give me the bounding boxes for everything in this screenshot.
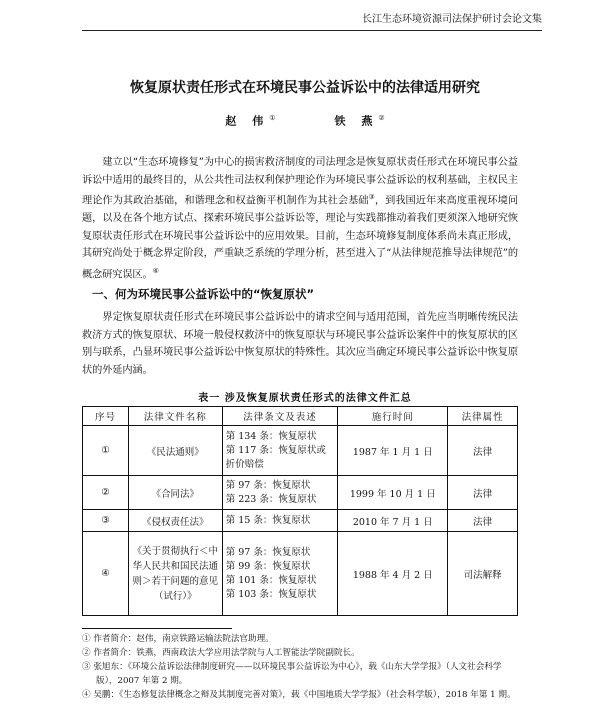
row-document-name: 《民法通则》 bbox=[128, 426, 222, 476]
row-no: ④ bbox=[83, 532, 129, 616]
article-line: 第 103 条：恢复原状 bbox=[225, 588, 317, 600]
article-line: 第 223 条：恢复原状 bbox=[225, 493, 317, 505]
table-row bbox=[83, 510, 518, 532]
row-articles bbox=[222, 476, 338, 510]
footnote-3: ③ 张旭东：《环境公益诉讼法律制度研究——以环境民事公益诉讼为中心》，载《山东大学学报》（人文社会科学版），2007 年第 2 期。 bbox=[82, 662, 502, 686]
row-no: ① bbox=[83, 426, 129, 476]
header-document-name: 法律文件名称 bbox=[128, 407, 222, 426]
footnote-ref-3[interactable]: ③ bbox=[368, 193, 375, 202]
footnote-ref-4[interactable]: ④ bbox=[152, 266, 159, 275]
row-no: ② bbox=[83, 476, 129, 510]
article-line: 第 97 条：恢复原状 bbox=[225, 546, 311, 558]
abstract-text-part-1: 建立以“生态环境修复”为中心的损害救济制度的司法理念是恢复原状责任形式在环境民事公益诉讼中适用的最终目的，从公共性司法权利保护理论作为环境民事公益诉讼的权利基础，主权民主理论作为其政治基础，和谐理念和权益衡平机制作为其社会基础 bbox=[82, 157, 518, 207]
table-row bbox=[83, 426, 518, 476]
row-document-name: 《关于贯彻执行＜中华人民共和国民法通则＞若干问题的意见（试行）》 bbox=[128, 532, 222, 616]
header-legal-nature: 法律属性 bbox=[448, 407, 518, 426]
table-caption: 表一 涉及恢复原状责任形式的法律文件汇总 bbox=[198, 393, 412, 404]
row-document-name: 《侵权责任法》 bbox=[128, 510, 222, 532]
table-header-row bbox=[83, 407, 518, 426]
article-line: 第 99 条：恢复原状 bbox=[225, 560, 311, 572]
author-note-mark-2[interactable]: ② bbox=[378, 114, 385, 122]
row-effective-date: 1988 年 4 月 2 日 bbox=[338, 532, 448, 616]
running-header: 长江生态环境资源司法保护研讨会论文集 bbox=[82, 12, 542, 31]
author-name-2: 铁 燕 bbox=[334, 114, 379, 128]
row-effective-date: 1999 年 10 月 1 日 bbox=[338, 476, 448, 510]
article-line: 第 97 条：恢复原状 bbox=[225, 479, 311, 491]
article-line: 第 134 条：恢复原状 bbox=[225, 430, 317, 442]
footnote-2: ② 作者简介：铁燕，西南政法大学应用法学院与人工智能法学院副院长。 bbox=[82, 648, 360, 658]
row-document-name: 《合同法》 bbox=[128, 476, 222, 510]
row-articles bbox=[222, 532, 338, 616]
footnotes bbox=[82, 632, 518, 702]
row-effective-date: 2010 年 7 月 1 日 bbox=[338, 510, 448, 532]
header-effective-date: 施行时间 bbox=[338, 407, 448, 426]
row-articles bbox=[222, 426, 338, 476]
table-row bbox=[83, 532, 518, 616]
abstract-paragraph bbox=[82, 154, 518, 284]
author-name-1: 赵 伟 bbox=[225, 114, 270, 128]
author-note-mark-1[interactable]: ① bbox=[269, 114, 276, 122]
header-no: 序号 bbox=[83, 407, 129, 426]
row-legal-nature: 法律 bbox=[448, 426, 518, 476]
section-paragraph: 界定恢复原状责任形式在环境民事公益诉讼中的请求空间与适用范围，首先应当明晰传统民法救济方式的恢复原状、环境一般侵权救济中的恢复原状与环境民事公益诉讼案件中的恢复原状的区别与联系，凸显环境民事公益诉讼中恢复原状的特殊性。其次应当确定环境民事公益诉讼中恢复原状的外延内涵。 bbox=[82, 312, 518, 376]
article-line: 第 117 条：恢复原状或折价赔偿 bbox=[225, 444, 326, 470]
footnote-4: ④ 吴鹏：《生态修复法律概念之辩及其制度完善对策》，载《中国地质大学学报》（社会科学版），2018 年第 1 期。 bbox=[82, 690, 516, 700]
abstract-text-part-2: ，到我国近年来高度重视环境问题，以及在各个地方试点、探索环境民事公益诉讼等，理论与实践都推动着我们更须深入地研究恢复原状责任形式在环境民事公益诉讼中的应用效果。目前，生态环境修复制度体系尚未真正形成，其研究尚处于概念界定阶段，严重缺乏系统的学理分析，甚至进入了“从法律规范推导法律规范”的概念研究误区。 bbox=[82, 195, 518, 281]
header-articles: 法律条文及表述 bbox=[222, 407, 338, 426]
table-row bbox=[83, 476, 518, 510]
legal-documents-table bbox=[82, 406, 518, 616]
row-no: ③ bbox=[83, 510, 129, 532]
article-line: 第 15 条：恢复原状 bbox=[225, 514, 311, 526]
row-legal-nature: 法律 bbox=[448, 476, 518, 510]
row-legal-nature: 法律 bbox=[448, 510, 518, 532]
article-line: 第 101 条：恢复原状 bbox=[225, 574, 317, 586]
section-heading: 一、何为环境民事公益诉讼中的“恢复原状” bbox=[92, 287, 315, 301]
footnote-1: ① 作者简介：赵伟，南京铁路运输法院法官助理。 bbox=[82, 634, 274, 644]
row-legal-nature: 司法解释 bbox=[448, 532, 518, 616]
author-line bbox=[80, 110, 530, 130]
footnote-divider bbox=[82, 628, 232, 629]
article-title: 恢复原状责任形式在环境民事公益诉讼中的法律适用研究 bbox=[130, 80, 480, 96]
row-effective-date: 1987 年 1 月 1 日 bbox=[338, 426, 448, 476]
row-articles bbox=[222, 510, 338, 532]
